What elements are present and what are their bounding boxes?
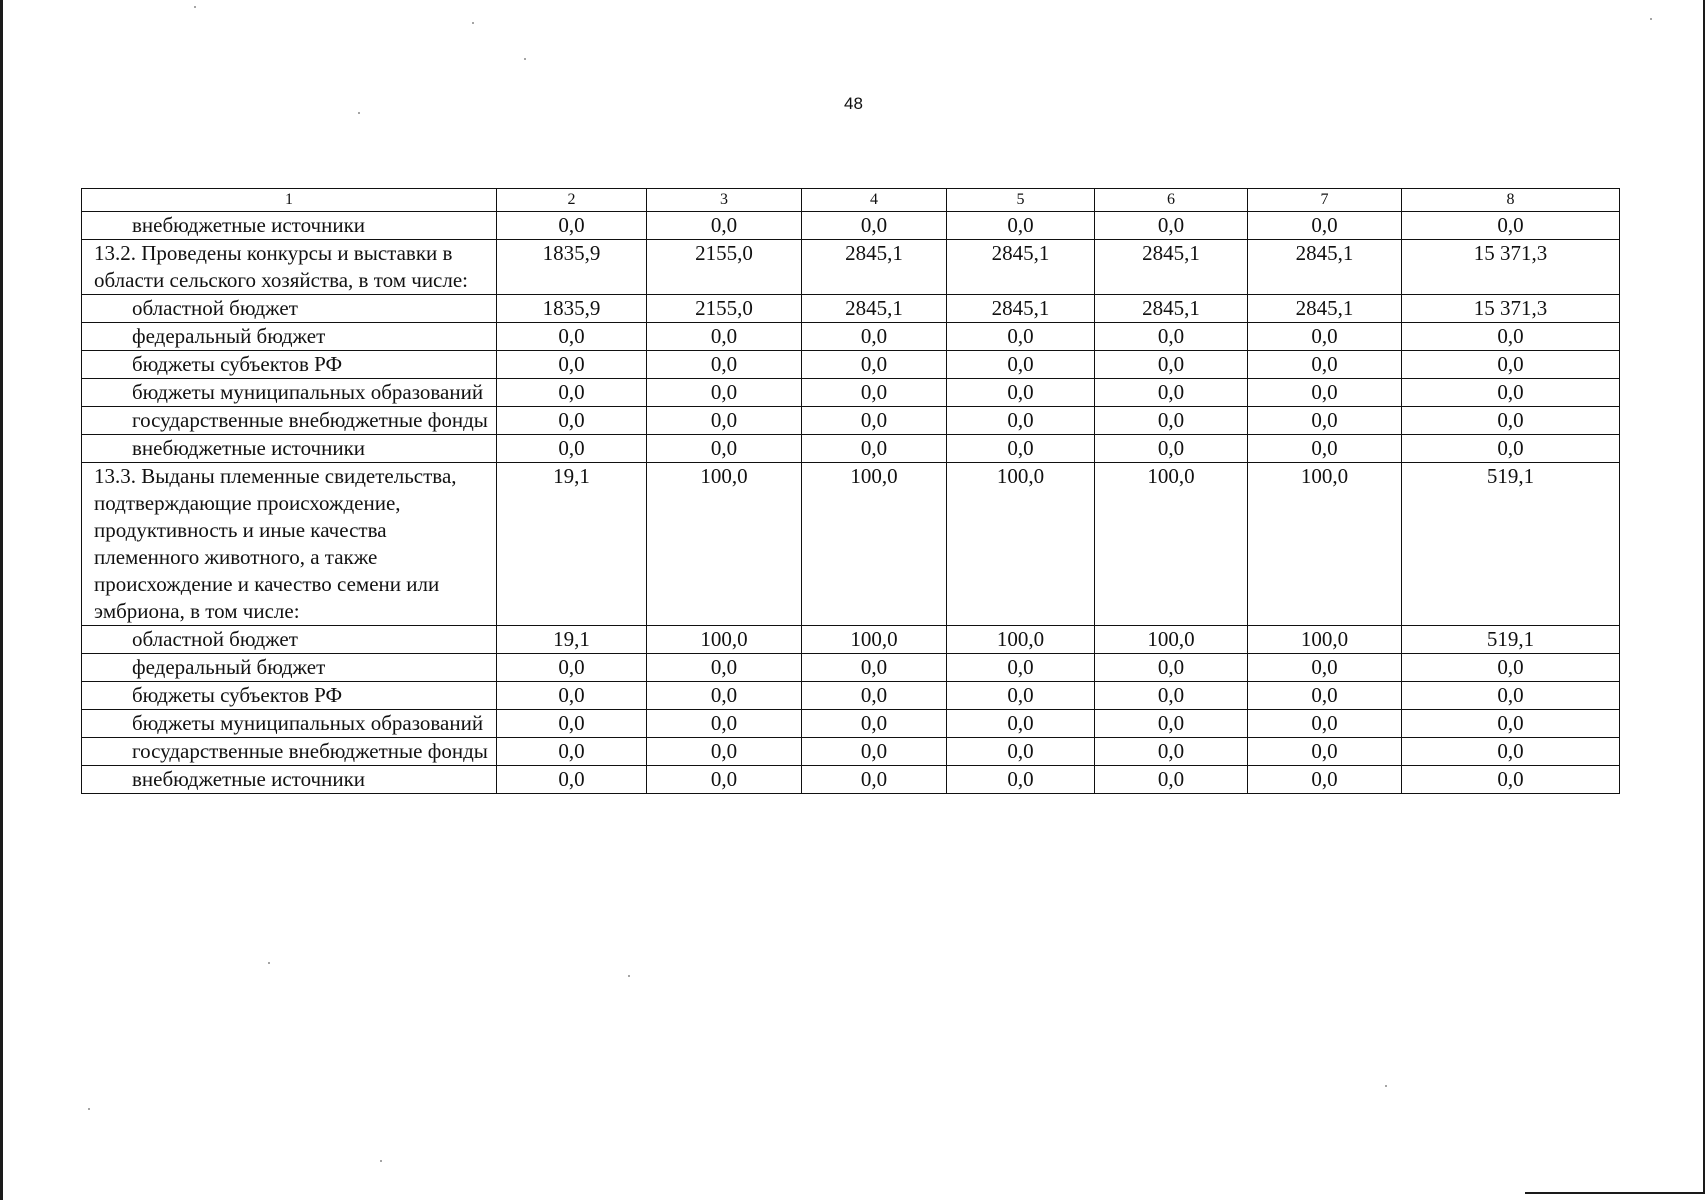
row-label: федеральный бюджет — [82, 323, 497, 351]
column-header: 2 — [497, 189, 647, 212]
row-value-col-5: 0,0 — [947, 407, 1095, 435]
row-value-col-2: 0,0 — [497, 654, 647, 682]
row-value-col-6: 0,0 — [1095, 212, 1248, 240]
row-value-col-4: 0,0 — [802, 379, 947, 407]
column-number-row — [82, 189, 1620, 212]
scan-speck — [524, 58, 526, 60]
row-value-col-3: 0,0 — [647, 654, 802, 682]
row-value-col-5: 0,0 — [947, 682, 1095, 710]
scan-border-bottom — [1525, 1192, 1705, 1194]
row-value-col-6: 100,0 — [1095, 626, 1248, 654]
row-value-col-7: 0,0 — [1248, 379, 1402, 407]
row-value-col-8: 0,0 — [1402, 379, 1620, 407]
row-value-col-4: 0,0 — [802, 710, 947, 738]
row-value-col-4: 0,0 — [802, 738, 947, 766]
table-row-measure — [82, 463, 1620, 626]
row-value-col-3: 2155,0 — [647, 295, 802, 323]
row-value-col-3: 0,0 — [647, 323, 802, 351]
scan-speck — [194, 6, 196, 8]
row-label: 13.2. Проведены конкурсы и выставки в области сельского хозяйства, в том числе: — [82, 240, 497, 295]
row-value-col-8: 519,1 — [1402, 463, 1620, 626]
row-value-col-8: 0,0 — [1402, 435, 1620, 463]
row-value-col-5: 100,0 — [947, 626, 1095, 654]
column-header: 5 — [947, 189, 1095, 212]
row-value-col-2: 0,0 — [497, 710, 647, 738]
row-value-col-4: 100,0 — [802, 463, 947, 626]
row-value-col-2: 1835,9 — [497, 295, 647, 323]
table-row-source — [82, 351, 1620, 379]
row-value-col-8: 0,0 — [1402, 351, 1620, 379]
row-label: государственные внебюджетные фонды — [82, 407, 497, 435]
row-value-col-2: 0,0 — [497, 407, 647, 435]
table-row-source — [82, 212, 1620, 240]
row-value-col-8: 15 371,3 — [1402, 295, 1620, 323]
row-value-col-3: 0,0 — [647, 435, 802, 463]
row-value-col-4: 0,0 — [802, 654, 947, 682]
row-value-col-4: 2845,1 — [802, 240, 947, 295]
column-header: 3 — [647, 189, 802, 212]
row-value-col-2: 0,0 — [497, 738, 647, 766]
table-row-source — [82, 682, 1620, 710]
row-value-col-4: 2845,1 — [802, 295, 947, 323]
row-value-col-6: 100,0 — [1095, 463, 1248, 626]
row-label: федеральный бюджет — [82, 654, 497, 682]
row-value-col-6: 2845,1 — [1095, 295, 1248, 323]
row-value-col-7: 0,0 — [1248, 351, 1402, 379]
column-header: 1 — [82, 189, 497, 212]
row-value-col-5: 0,0 — [947, 766, 1095, 794]
row-value-col-4: 0,0 — [802, 682, 947, 710]
row-value-col-8: 0,0 — [1402, 738, 1620, 766]
row-value-col-6: 0,0 — [1095, 407, 1248, 435]
row-value-col-3: 0,0 — [647, 738, 802, 766]
row-value-col-8: 0,0 — [1402, 682, 1620, 710]
table-row-source — [82, 710, 1620, 738]
row-value-col-2: 19,1 — [497, 626, 647, 654]
row-label: государственные внебюджетные фонды — [82, 738, 497, 766]
row-label: внебюджетные источники — [82, 766, 497, 794]
row-value-col-8: 0,0 — [1402, 407, 1620, 435]
row-value-col-3: 0,0 — [647, 407, 802, 435]
table-row-source — [82, 379, 1620, 407]
row-value-col-7: 0,0 — [1248, 323, 1402, 351]
row-value-col-2: 0,0 — [497, 379, 647, 407]
row-label: областной бюджет — [82, 295, 497, 323]
table-row-source — [82, 738, 1620, 766]
row-value-col-2: 0,0 — [497, 323, 647, 351]
row-value-col-7: 0,0 — [1248, 738, 1402, 766]
row-label: бюджеты муниципальных образований — [82, 379, 497, 407]
row-value-col-4: 0,0 — [802, 323, 947, 351]
scan-speck — [268, 962, 270, 964]
row-value-col-8: 0,0 — [1402, 323, 1620, 351]
row-value-col-3: 100,0 — [647, 463, 802, 626]
row-value-col-8: 0,0 — [1402, 212, 1620, 240]
row-value-col-2: 0,0 — [497, 351, 647, 379]
row-value-col-5: 0,0 — [947, 351, 1095, 379]
scan-speck — [88, 1108, 90, 1110]
row-value-col-4: 100,0 — [802, 626, 947, 654]
row-value-col-7: 0,0 — [1248, 654, 1402, 682]
row-value-col-4: 0,0 — [802, 212, 947, 240]
row-value-col-8: 519,1 — [1402, 626, 1620, 654]
row-value-col-6: 0,0 — [1095, 682, 1248, 710]
row-value-col-2: 19,1 — [497, 463, 647, 626]
row-value-col-8: 0,0 — [1402, 654, 1620, 682]
column-header: 4 — [802, 189, 947, 212]
scan-speck — [472, 22, 474, 24]
row-value-col-7: 100,0 — [1248, 626, 1402, 654]
table-row-source — [82, 766, 1620, 794]
table-body — [82, 212, 1620, 794]
row-value-col-3: 0,0 — [647, 379, 802, 407]
row-label: внебюджетные источники — [82, 435, 497, 463]
row-value-col-7: 2845,1 — [1248, 295, 1402, 323]
row-value-col-4: 0,0 — [802, 766, 947, 794]
table-row-source — [82, 626, 1620, 654]
row-value-col-5: 0,0 — [947, 323, 1095, 351]
row-value-col-2: 0,0 — [497, 212, 647, 240]
row-value-col-2: 0,0 — [497, 682, 647, 710]
table-row-source — [82, 654, 1620, 682]
row-value-col-7: 0,0 — [1248, 710, 1402, 738]
row-value-col-3: 0,0 — [647, 710, 802, 738]
row-value-col-6: 0,0 — [1095, 710, 1248, 738]
row-value-col-7: 0,0 — [1248, 766, 1402, 794]
row-value-col-5: 100,0 — [947, 463, 1095, 626]
column-header: 8 — [1402, 189, 1620, 212]
row-value-col-8: 15 371,3 — [1402, 240, 1620, 295]
row-value-col-3: 0,0 — [647, 212, 802, 240]
row-value-col-7: 0,0 — [1248, 212, 1402, 240]
row-value-col-6: 0,0 — [1095, 323, 1248, 351]
row-value-col-5: 0,0 — [947, 212, 1095, 240]
row-value-col-2: 0,0 — [497, 766, 647, 794]
row-label: бюджеты муниципальных образований — [82, 710, 497, 738]
row-value-col-5: 0,0 — [947, 379, 1095, 407]
row-value-col-4: 0,0 — [802, 435, 947, 463]
row-label: бюджеты субъектов РФ — [82, 682, 497, 710]
table-row-source — [82, 407, 1620, 435]
row-value-col-6: 0,0 — [1095, 351, 1248, 379]
row-value-col-7: 0,0 — [1248, 435, 1402, 463]
row-value-col-6: 0,0 — [1095, 738, 1248, 766]
row-value-col-7: 0,0 — [1248, 682, 1402, 710]
table-row-source — [82, 435, 1620, 463]
row-value-col-7: 0,0 — [1248, 407, 1402, 435]
row-value-col-5: 0,0 — [947, 654, 1095, 682]
row-value-col-5: 2845,1 — [947, 295, 1095, 323]
row-value-col-7: 2845,1 — [1248, 240, 1402, 295]
row-value-col-8: 0,0 — [1402, 766, 1620, 794]
scan-speck — [380, 1160, 382, 1162]
row-value-col-3: 0,0 — [647, 351, 802, 379]
scan-speck — [1385, 1085, 1387, 1087]
table-row-source — [82, 295, 1620, 323]
budget-table — [81, 188, 1620, 794]
row-value-col-6: 2845,1 — [1095, 240, 1248, 295]
row-value-col-6: 0,0 — [1095, 766, 1248, 794]
column-header: 6 — [1095, 189, 1248, 212]
scan-border-right — [1703, 0, 1705, 1193]
table-row-source — [82, 323, 1620, 351]
row-label: бюджеты субъектов РФ — [82, 351, 497, 379]
row-value-col-4: 0,0 — [802, 407, 947, 435]
column-header: 7 — [1248, 189, 1402, 212]
row-value-col-5: 0,0 — [947, 435, 1095, 463]
row-value-col-3: 0,0 — [647, 682, 802, 710]
row-value-col-8: 0,0 — [1402, 710, 1620, 738]
row-value-col-5: 2845,1 — [947, 240, 1095, 295]
row-value-col-5: 0,0 — [947, 738, 1095, 766]
row-value-col-3: 2155,0 — [647, 240, 802, 295]
row-value-col-4: 0,0 — [802, 351, 947, 379]
row-value-col-2: 1835,9 — [497, 240, 647, 295]
row-value-col-6: 0,0 — [1095, 435, 1248, 463]
row-value-col-7: 100,0 — [1248, 463, 1402, 626]
row-label: внебюджетные источники — [82, 212, 497, 240]
row-value-col-6: 0,0 — [1095, 379, 1248, 407]
table-row-measure — [82, 240, 1620, 295]
row-value-col-3: 0,0 — [647, 766, 802, 794]
scan-border-left — [0, 0, 3, 1200]
row-value-col-3: 100,0 — [647, 626, 802, 654]
scan-speck — [628, 975, 630, 977]
scan-speck — [1650, 18, 1652, 20]
page-number: 48 — [844, 94, 863, 113]
row-value-col-6: 0,0 — [1095, 654, 1248, 682]
row-label: областной бюджет — [82, 626, 497, 654]
row-value-col-5: 0,0 — [947, 710, 1095, 738]
row-value-col-2: 0,0 — [497, 435, 647, 463]
row-label: 13.3. Выданы племенные свидетельства, подтверждающие происхождение, продуктивность и иные качества племенного животного, а также происхождение и качество семени или эмбриона, в том числе: — [82, 463, 497, 626]
